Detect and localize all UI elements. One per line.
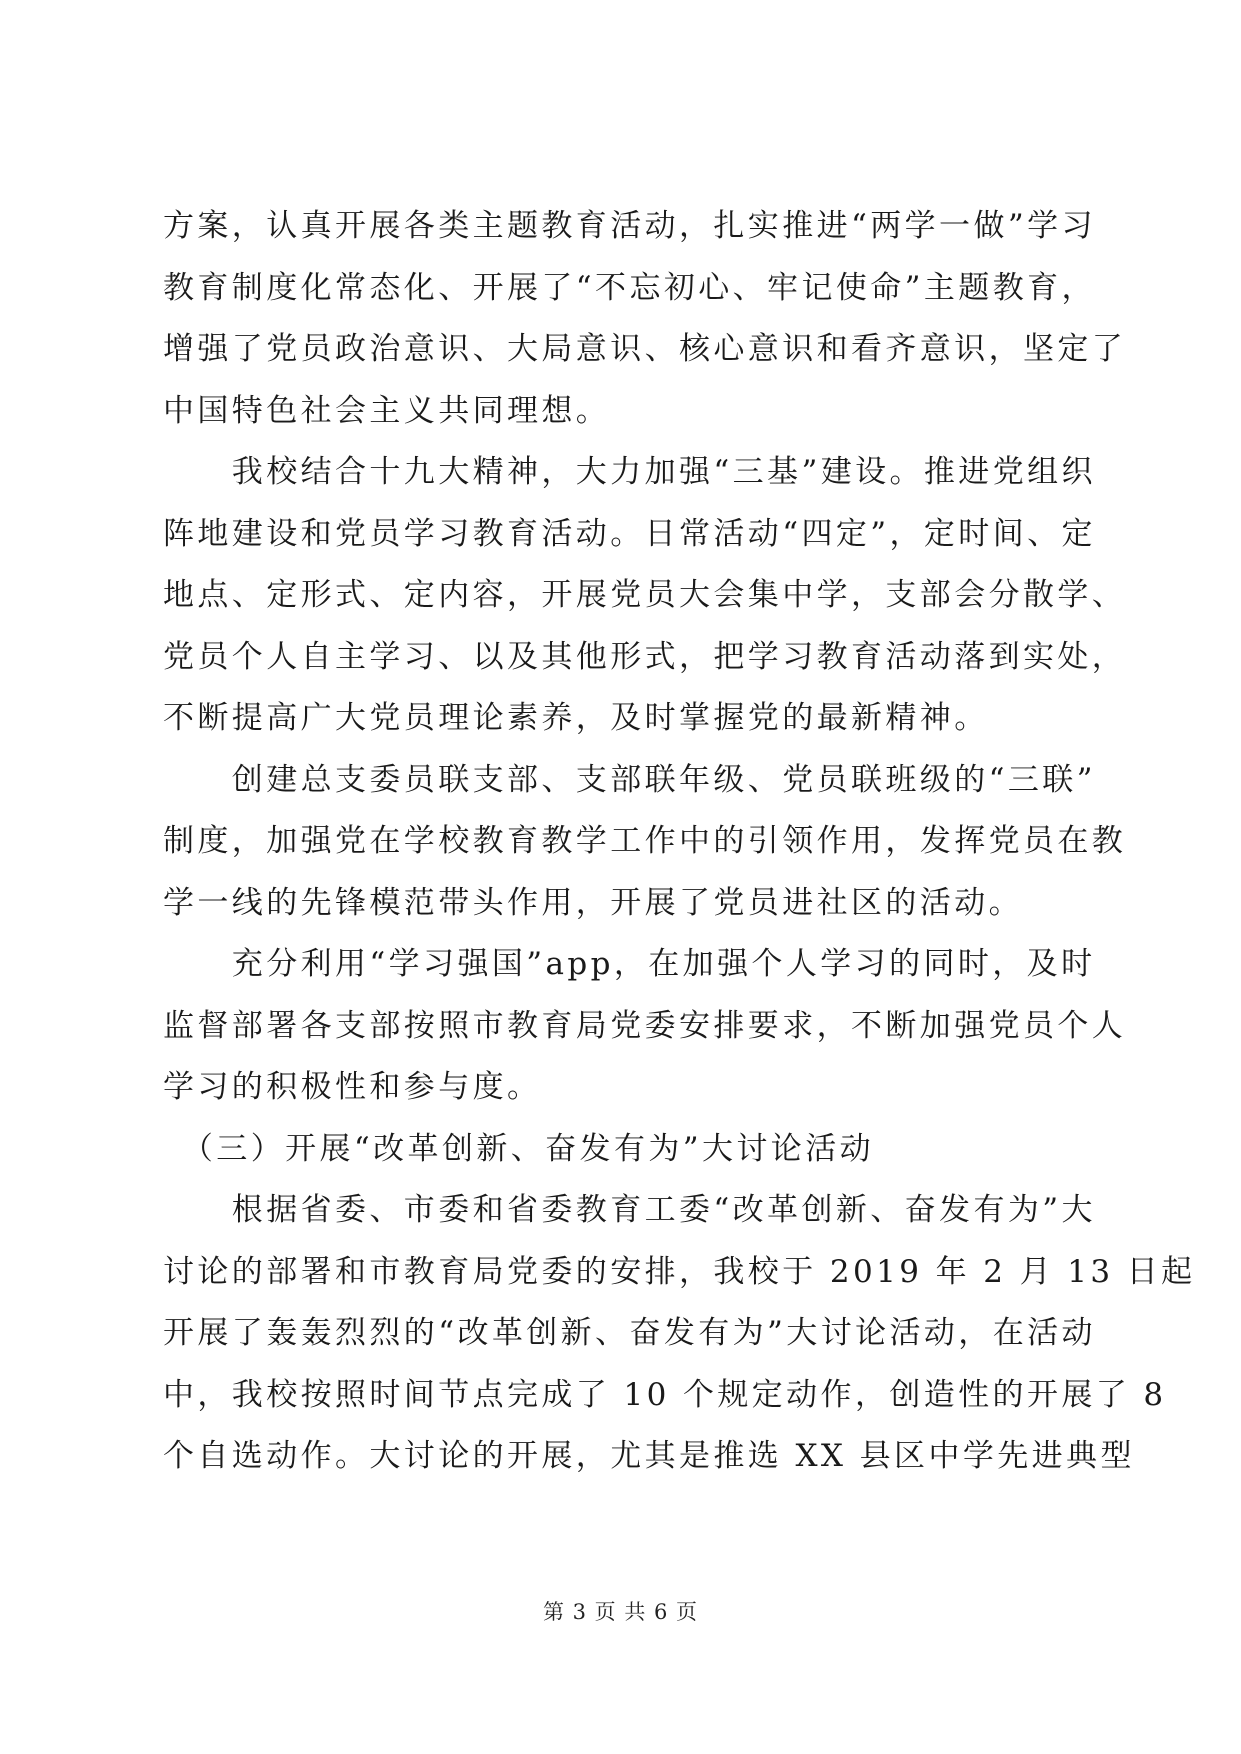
text-line: 地点、定形式、定内容，开展党员大会集中学，支部会分散学、	[163, 577, 1127, 613]
text-line: 监督部署各支部按照市教育局党委安排要求，不断加强党员个人	[163, 1007, 1127, 1044]
text-line: 增强了党员政治意识、大局意识、核心意识和看齐意识，坚定了	[163, 331, 1127, 367]
text-line: 制度，加强党在学校教育教学工作中的引领作用，发挥党员在教	[163, 823, 1127, 859]
text-line: 学习的积极性和参与度。	[163, 1069, 542, 1105]
text-line: 教育制度化常态化、开展了“不忘初心、牢记使命”主题教育，	[163, 269, 1096, 306]
text-line: 个自选动作。大讨论的开展，尤其是推选 XX 县区中学先进典型	[163, 1438, 1135, 1474]
text-line: 学一线的先锋模范带头作用，开展了党员进社区的活动。	[163, 884, 1023, 921]
text-line: 中，我校按照时间节点完成了 10 个规定动作，创造性的开展了 8	[163, 1376, 1167, 1413]
page-number: 第 3 页 共 6 页	[542, 1600, 699, 1624]
text-line: 开展了轰轰烈烈的“改革创新、奋发有为”大讨论活动，在活动	[163, 1315, 1096, 1351]
page-footer	[0, 1596, 1241, 1626]
text-line: 党员个人自主学习、以及其他形式，把学习教育活动落到实处，	[163, 638, 1127, 675]
text-line: 阵地建设和党员学习教育活动。日常活动“四定”，定时间、定	[163, 515, 1096, 552]
text-line: 我校结合十九大精神，大力加强“三基”建设。推进党组织	[163, 454, 1096, 490]
text-line: 根据省委、市委和省委教育工委“改革创新、奋发有为”大	[163, 1192, 1096, 1228]
text-line: 创建总支委员联支部、支部联年级、党员联班级的“三联”	[163, 761, 1096, 798]
section-heading: （三）开展“改革创新、奋发有为”大讨论活动	[163, 1130, 874, 1167]
text-line: 中国特色社会主义共同理想。	[163, 392, 611, 429]
text-line: 充分利用“学习强国”app，在加强个人学习的同时，及时	[163, 946, 1096, 982]
text-line: 不断提高广大党员理论素养，及时掌握党的最新精神。	[163, 700, 989, 736]
document-body	[163, 196, 1196, 1488]
text-line: 讨论的部署和市教育局党委的安排，我校于 2019 年 2 月 13 日起	[163, 1253, 1196, 1290]
text-line: 方案，认真开展各类主题教育活动，扎实推进“两学一做”学习	[163, 208, 1096, 244]
